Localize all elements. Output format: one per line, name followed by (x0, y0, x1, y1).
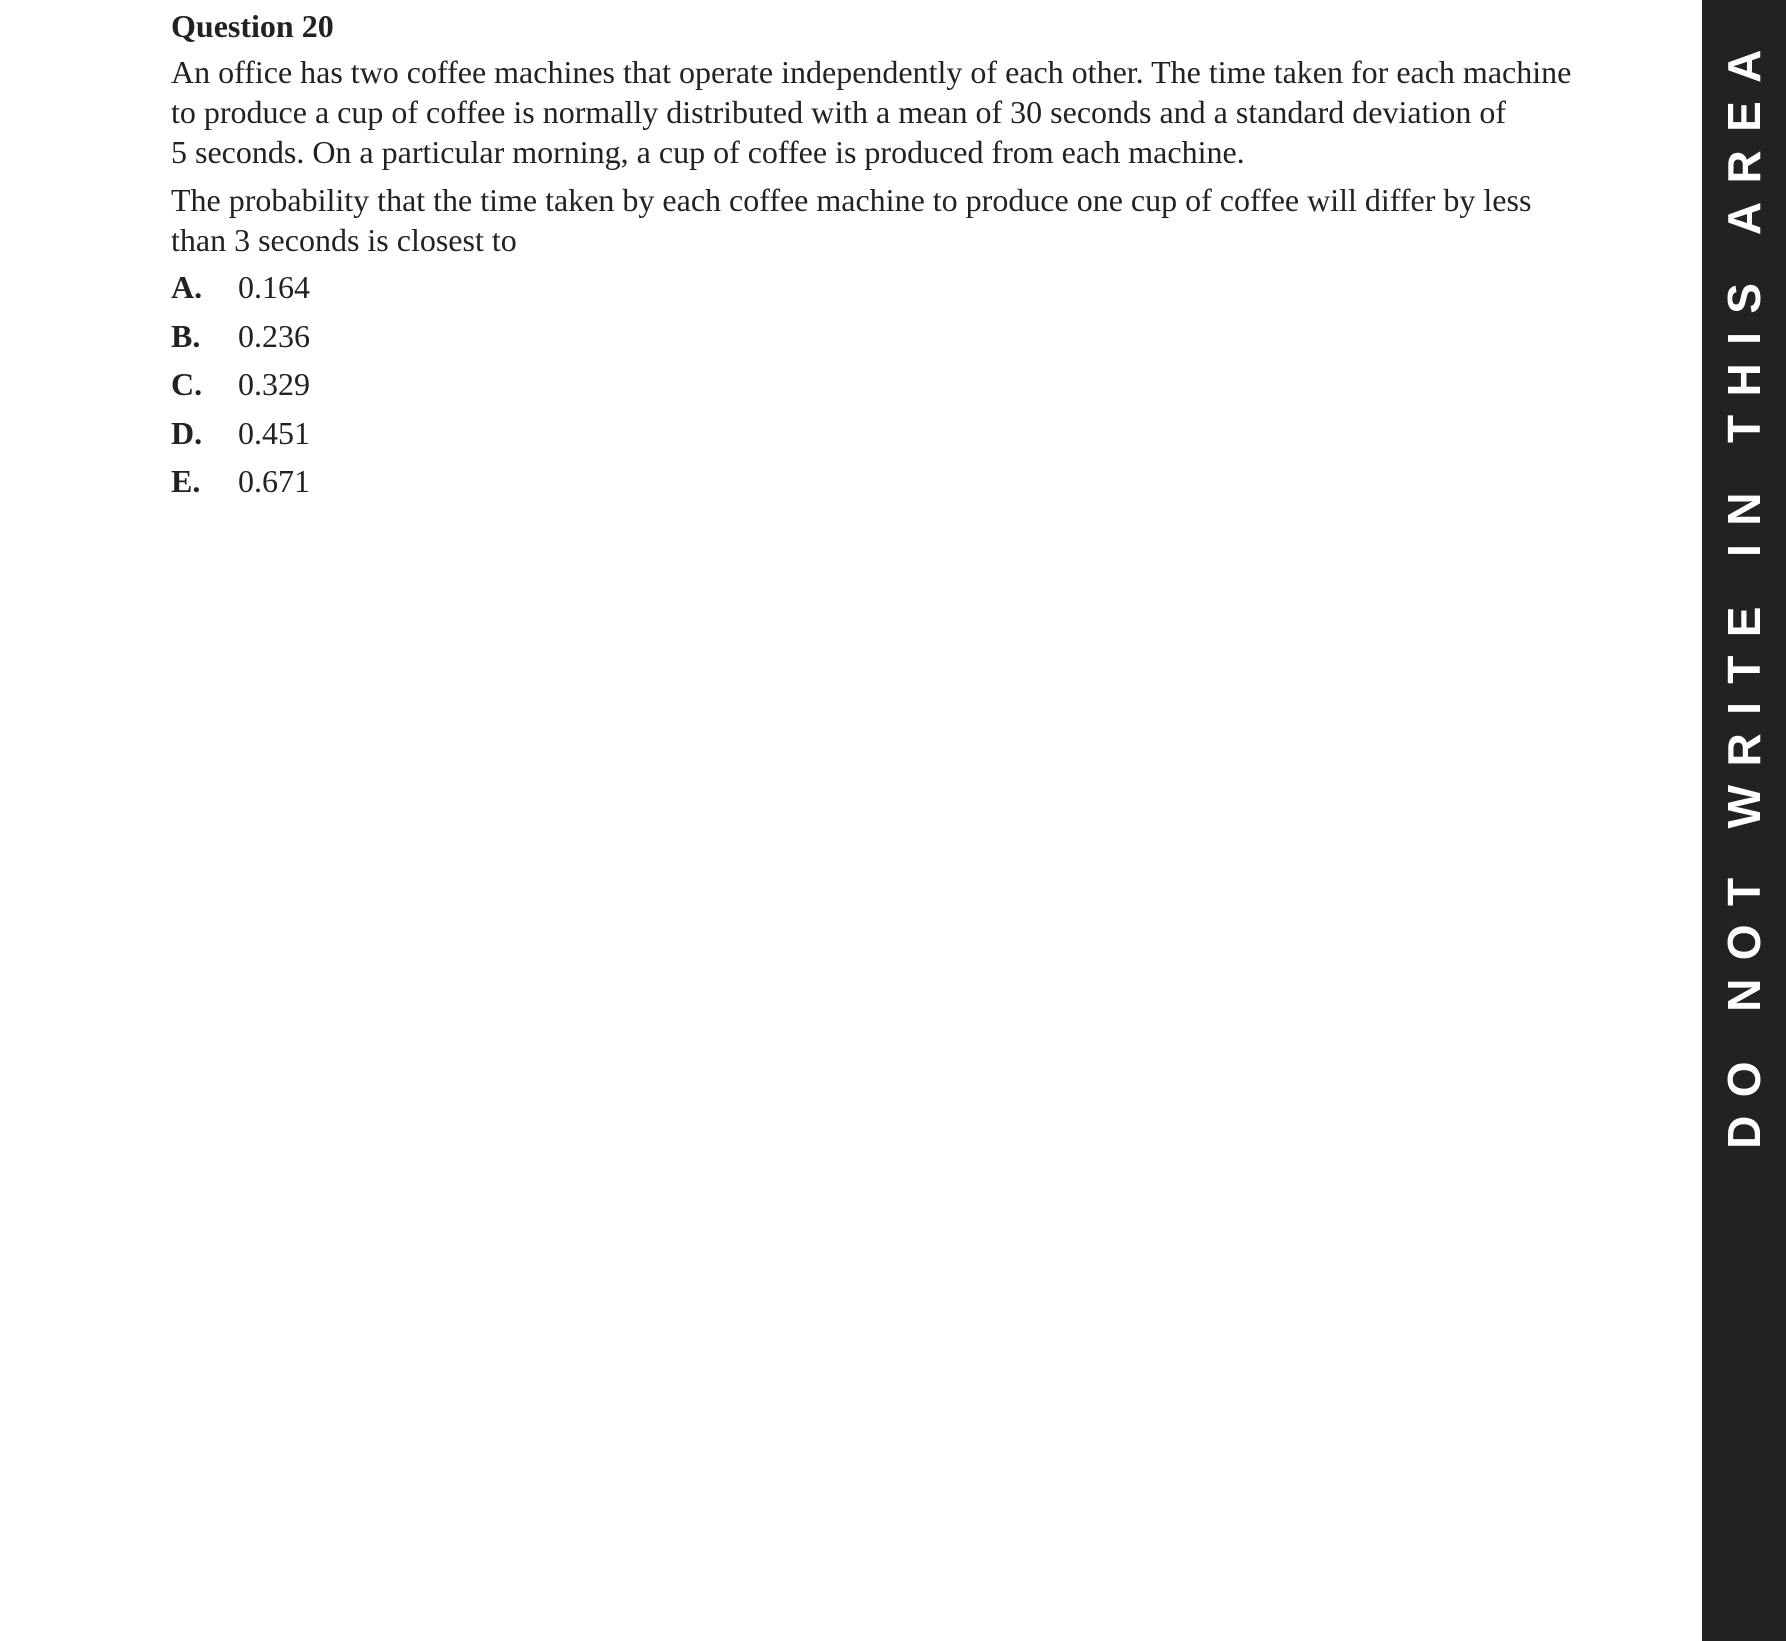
stem-line: to produce a cup of coffee is normally distributed with a mean of 30 seconds and a standard deviation of (171, 94, 1507, 130)
option-letter: C. (171, 366, 203, 402)
option-e (171, 461, 310, 510)
option-b (171, 316, 310, 365)
option-value: 0.329 (238, 366, 310, 402)
option-value: 0.236 (238, 317, 310, 354)
option-letter: E. (171, 463, 201, 499)
option-c (171, 364, 310, 413)
prompt-line: than 3 seconds is closest to (171, 222, 517, 258)
question-title: Question 20 (171, 8, 334, 44)
answer-options (171, 267, 310, 510)
question-stem-paragraph (171, 52, 1641, 172)
option-value: 0.164 (238, 269, 310, 305)
option-letter: A. (171, 269, 203, 305)
stem-line: 5 seconds. On a particular morning, a cup of coffee is produced from each machine. (171, 134, 1245, 170)
option-d (171, 413, 310, 462)
option-a (171, 267, 310, 316)
do-not-write-label: DO NOT WRITE IN THIS AREA (1718, 31, 1770, 1149)
option-letter: D. (171, 414, 203, 451)
option-value: 0.671 (238, 463, 310, 499)
do-not-write-margin (1702, 0, 1786, 1641)
option-letter: B. (171, 317, 201, 354)
question-prompt-paragraph (171, 180, 1641, 260)
option-value: 0.451 (238, 414, 310, 451)
prompt-line: The probability that the time taken by each coffee machine to produce one cup of coffee will differ by less (171, 182, 1532, 218)
stem-line: An office has two coffee machines that operate independently of each other. The time taken for each machine (171, 54, 1572, 90)
